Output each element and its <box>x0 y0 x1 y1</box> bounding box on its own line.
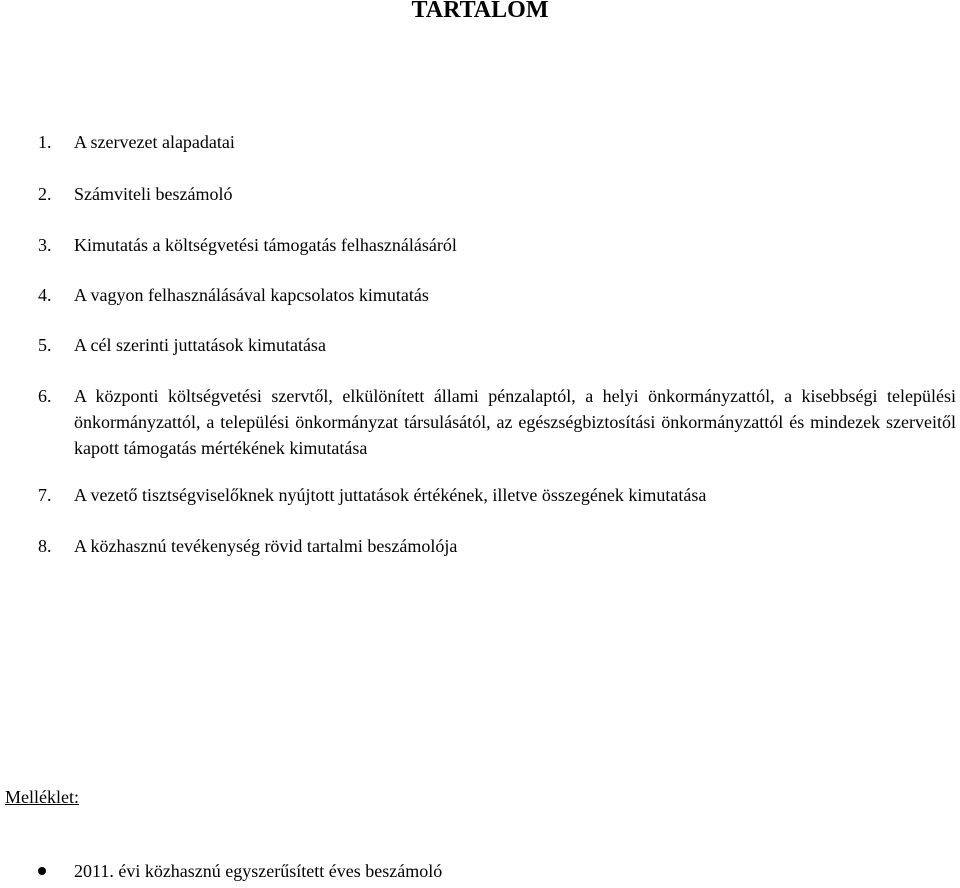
toc-item-4 <box>38 282 956 308</box>
toc-item-5 <box>38 332 956 358</box>
toc-item-text: A közhasznú tevékenység rövid tartalmi beszámolója <box>74 536 458 556</box>
toc-item-3 <box>38 232 956 258</box>
toc-item-number: 5. <box>38 335 52 355</box>
toc-item-2 <box>38 181 956 207</box>
bullet-icon <box>38 867 46 875</box>
toc-item-number: 8. <box>38 536 52 556</box>
toc-item-text: A szervezet alapadatai <box>74 132 235 152</box>
toc-item-text: Számviteli beszámoló <box>74 184 233 204</box>
page-title: TARTALOM <box>411 0 549 23</box>
toc-item-number: 4. <box>38 285 52 305</box>
toc-item-number: 3. <box>38 235 52 255</box>
toc-item-number: 1. <box>38 132 52 152</box>
toc-item-number: 6. <box>38 386 52 406</box>
toc-item-8 <box>38 533 956 559</box>
toc-item-7 <box>38 482 956 508</box>
toc-item-text: A vagyon felhasználásával kapcsolatos kimutatás <box>74 285 429 305</box>
attachment-list-item <box>38 858 938 884</box>
toc-item-6 <box>38 383 956 461</box>
attachment-heading: Melléklet: <box>5 787 79 807</box>
toc-item-number: 7. <box>38 485 52 505</box>
attachment-item-text: 2011. évi közhasznú egyszerűsített éves beszámoló <box>74 861 443 881</box>
toc-item-1 <box>38 129 956 155</box>
toc-item-text: A vezető tisztségviselőknek nyújtott juttatások értékének, illetve összegének kimutatása <box>74 485 707 505</box>
toc-item-text: Kimutatás a költségvetési támogatás felhasználásáról <box>74 235 457 255</box>
toc-item-text: A központi költségvetési szervtől, elkülönített állami pénzalaptól, a helyi önkormányzattól, a kisebbségi települési önkormányzattól, a települési önkormányzat társulásától, az egészségbiztosítási önkormányzattól és mindezek szerveitől kapott támogatás mértékének kimutatása <box>74 386 956 458</box>
toc-item-number: 2. <box>38 184 52 204</box>
toc-item-text: A cél szerinti juttatások kimutatása <box>74 335 326 355</box>
